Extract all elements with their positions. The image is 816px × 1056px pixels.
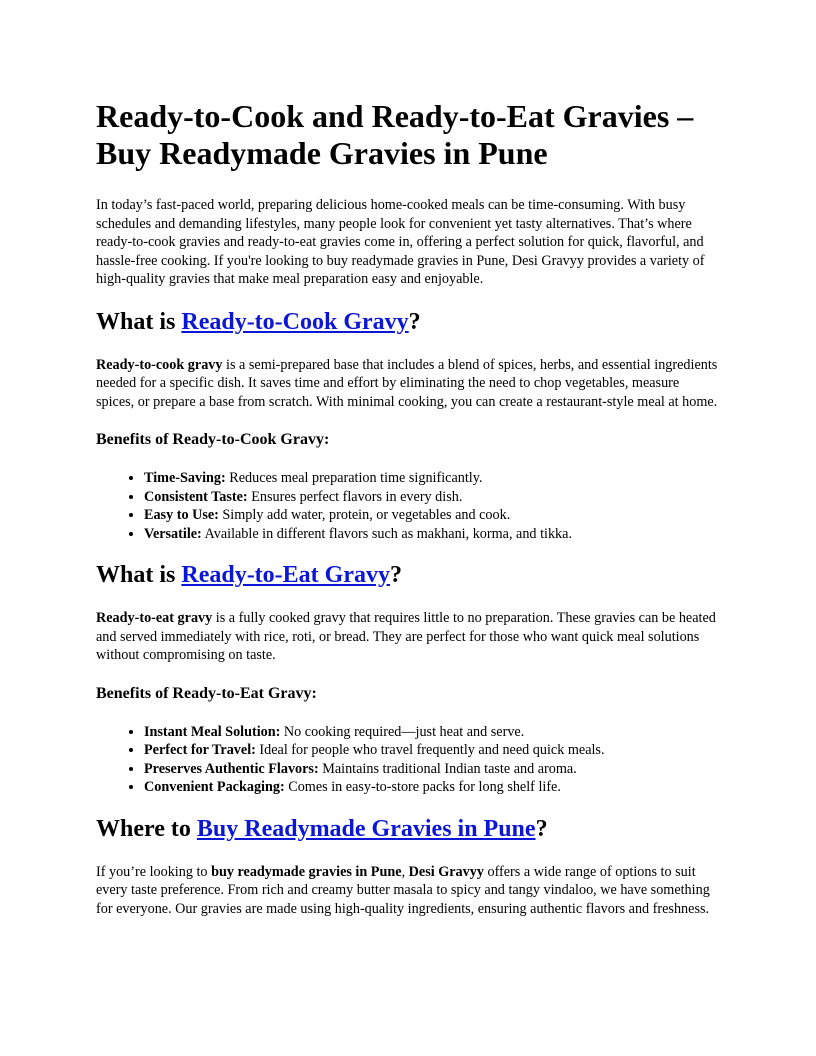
ready-to-eat-paragraph — [96, 609, 720, 665]
heading-prefix: What is — [96, 562, 182, 588]
intro-paragraph: In today’s fast-paced world, preparing delicious home-cooked meals can be time-consuming. With busy schedules and demanding lifestyles, many people look for convenient yet tasty alternatives. That’s where ready-to-cook gravies and ready-to-eat gravies come in, offering a perfect solution for quick, flavorful, and hassle-free cooking. If you're looking to buy readymade gravies in Pune, Desi Gravyy provides a variety of high-quality gravies that make meal preparation easy and enjoyable. — [96, 197, 705, 287]
heading-prefix: What is — [96, 308, 182, 335]
heading-suffix: ? — [408, 308, 421, 335]
benefit-term: Perfect for Travel: — [144, 742, 256, 758]
list-item — [144, 723, 720, 742]
bold-term: buy readymade gravies in Pune — [211, 863, 402, 880]
benefit-term: Time-Saving: — [144, 470, 226, 486]
section-heading-ready-to-cook — [96, 308, 720, 336]
benefits-list-ready-to-cook — [96, 469, 720, 543]
benefit-text: Simply add water, protein, or vegetables and cook. — [218, 507, 511, 523]
benefit-text: Reduces meal preparation time significantly. — [225, 470, 483, 486]
ready-to-eat-gravy-link[interactable]: Ready-to-Eat Gravy — [181, 562, 390, 588]
ready-to-cook-paragraph — [96, 356, 720, 412]
benefit-text: Comes in easy-to-store packs for long shelf life. — [284, 779, 561, 795]
heading-suffix: ? — [535, 815, 548, 842]
buy-readymade-gravies-link[interactable]: Buy Readymade Gravies in Pune — [196, 815, 536, 842]
section-heading-ready-to-eat — [96, 561, 720, 589]
bold-term: Ready-to-eat gravy — [96, 610, 213, 626]
benefit-term: Instant Meal Solution: — [144, 723, 281, 740]
benefit-term: Preserves Authentic Flavors: — [144, 760, 319, 777]
benefit-term: Easy to Use: — [144, 507, 219, 523]
paragraph-text: If you’re looking to — [96, 863, 212, 880]
where-to-buy-paragraph — [96, 863, 720, 919]
paragraph-text: is a semi-prepared base that includes a blend of spices, herbs, and essential ingredients needed for a specific dish. It saves time and effort by eliminating the need to chop vegetables, measure spices, or prepare a base from scratch. With minimal cooking, you can create a restaurant-style meal at home. — [96, 356, 718, 410]
benefits-heading-ready-to-cook: Benefits of Ready-to-Cook Gravy: — [96, 431, 330, 448]
benefit-text: Ensures perfect flavors in every dish. — [247, 488, 463, 505]
benefit-text: No cooking required—just heat and serve. — [280, 723, 525, 740]
paragraph-text: is a fully cooked gravy that requires little to no preparation. These gravies can be heated and served immediately with rice, roti, or bread. They are perfect for those who want quick meal solutions without compromising on taste. — [96, 610, 716, 663]
benefit-text: Available in different flavors such as makhani, korma, and tikka. — [201, 525, 572, 542]
paragraph-text: offers a wide range of options to suit every taste preference. From rich and creamy butter masala to spicy and tangy vindaloo, we have something for everyone. Our gravies are made using high-quality ingredients, ensuring authentic flavors and freshness. — [96, 863, 710, 917]
list-item — [144, 506, 720, 525]
bold-term: Ready-to-cook gravy — [96, 356, 223, 373]
list-item — [144, 525, 720, 544]
list-item — [144, 760, 720, 779]
benefit-text: Ideal for people who travel frequently and need quick meals. — [255, 742, 605, 758]
list-item — [144, 488, 720, 507]
benefits-list-ready-to-eat — [96, 723, 720, 797]
brand-name: Desi Gravyy — [408, 863, 484, 880]
list-item — [144, 778, 720, 797]
benefit-term: Consistent Taste: — [144, 488, 248, 505]
benefit-term: Convenient Packaging: — [144, 779, 285, 795]
document-content — [96, 98, 720, 937]
ready-to-cook-gravy-link[interactable]: Ready-to-Cook Gravy — [181, 308, 409, 335]
paragraph-text: , — [401, 863, 409, 880]
list-item — [144, 469, 720, 488]
benefits-heading-ready-to-eat: Benefits of Ready-to-Eat Gravy: — [96, 684, 317, 702]
list-item — [144, 741, 720, 760]
benefit-term: Versatile: — [144, 525, 202, 542]
page-title: Ready-to-Cook and Ready-to-Eat Gravies – Buy Readymade Gravies in Pune — [96, 98, 694, 171]
benefit-text: Maintains traditional Indian taste and aroma. — [318, 760, 577, 777]
heading-suffix: ? — [390, 562, 402, 588]
heading-prefix: Where to — [96, 815, 197, 842]
section-heading-where-to-buy — [96, 815, 720, 843]
